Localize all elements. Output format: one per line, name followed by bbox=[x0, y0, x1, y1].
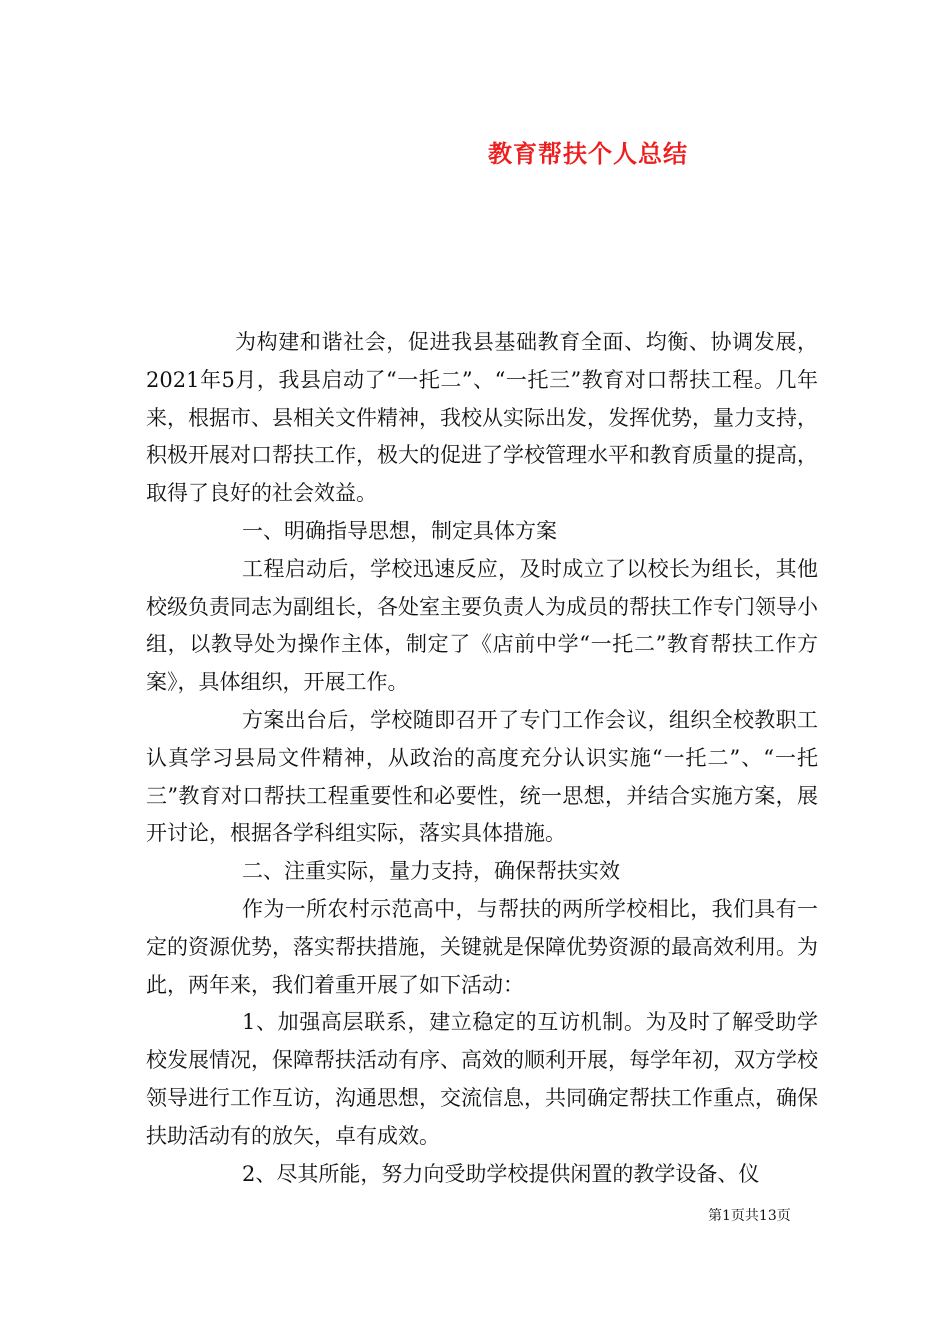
document-title: 教育帮扶个人总结 bbox=[488, 139, 688, 168]
body-paragraph: 方案出台后，学校随即召开了专门工作会议，组织全校教职工认真学习县局文件精神，从政治的高度充分认识实施“一托二”、“一托三”教育对口帮扶工程重要性和必要性，统一思想，并结合实施方案，展开讨论，根据各学科组实际，落实具体措施。 bbox=[146, 707, 818, 846]
section-heading-2: 二、注重实际，量力支持，确保帮扶实效 bbox=[242, 859, 620, 884]
section-heading-1: 一、明确指导思想，制定具体方案 bbox=[242, 518, 557, 543]
intro-paragraph: 为构建和谐社会，促进我县基础教育全面、均衡、协调发展，2021年5月，我县启动了“一托二”、“一托三”教育对口帮扶工程。几年来，根据市、县相关文件精神，我校从实际出发，发挥优势，量力支持，积极开展对口帮扶工作，极大的促进了学校管理水平和教育质量的提高，取得了良好的社会效益。 bbox=[146, 330, 818, 506]
document-body bbox=[146, 324, 818, 1193]
page-number: 第1页共13页 bbox=[708, 1208, 791, 1224]
body-paragraph: 工程启动后，学校迅速反应，及时成立了以校长为组长，其他校级负责同志为副组长，各处室主要负责人为成员的帮扶工作专门领导小组，以教导处为操作主体，制定了《店前中学“一托二”教育帮扶工作方案》，具体组织，开展工作。 bbox=[146, 556, 818, 695]
body-paragraph: 作为一所农村示范高中，与帮扶的两所学校相比，我们具有一定的资源优势，落实帮扶措施，关键就是保障优势资源的最高效利用。为此，两年来，我们着重开展了如下活动： bbox=[146, 896, 818, 997]
list-item-1: 1、加强高层联系，建立稳定的互访机制。为及时了解受助学校发展情况，保障帮扶活动有序、高效的顺利开展，每学年初，双方学校领导进行工作互访，沟通思想，交流信息，共同确定帮扶工作重点，确保扶助活动有的放矢，卓有成效。 bbox=[146, 1010, 818, 1148]
list-item-2: 2、尽其所能，努力向受助学校提供闲置的教学设备、仪 bbox=[242, 1161, 760, 1186]
